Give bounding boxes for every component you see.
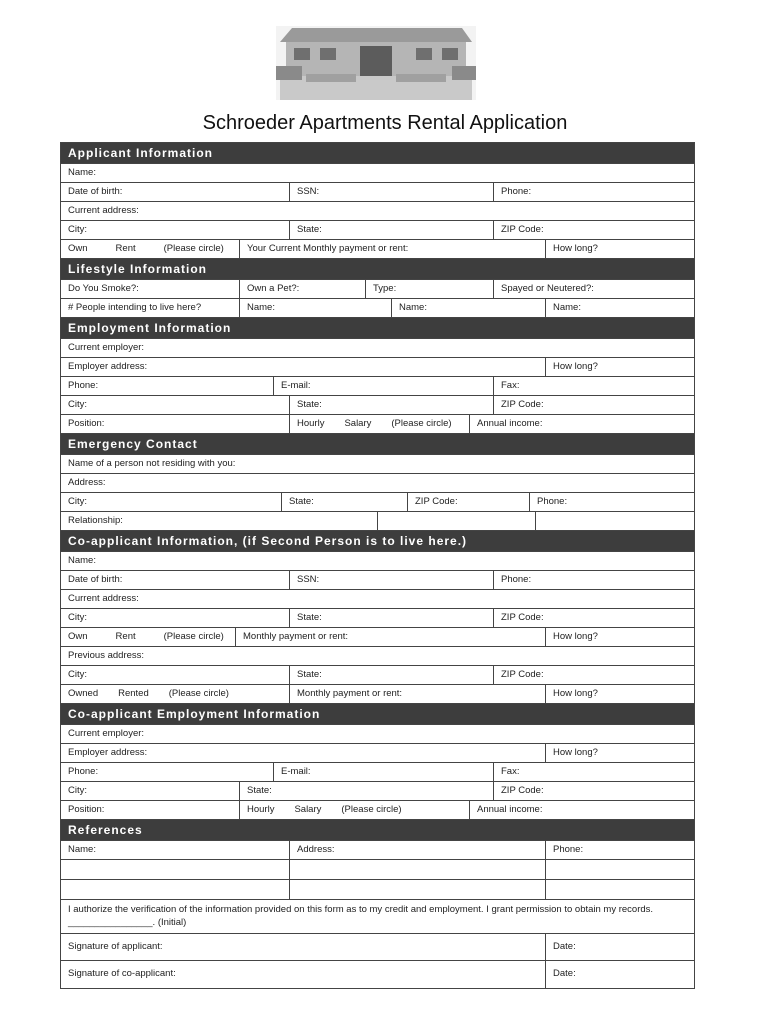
emergency-name-row [61, 455, 694, 474]
fax-label: Fax: [501, 766, 520, 777]
employer-address-label: Employer address: [68, 361, 148, 372]
emergency-address-field[interactable] [61, 474, 694, 492]
coapplicant-own-rent-field[interactable] [61, 628, 235, 646]
phone-label: Phone: [501, 574, 532, 585]
address-label: Address: [297, 844, 335, 855]
coapplicant-prev-address-field[interactable] [61, 647, 694, 665]
page-title: Schroeder Apartments Rental Application [202, 112, 568, 134]
relationship-extra-2[interactable] [535, 512, 694, 530]
applicant-signature-date-field[interactable] [545, 934, 694, 960]
coapplicant-dob-row [61, 571, 694, 590]
position-label: Position: [68, 418, 105, 429]
applicant-state-field[interactable] [289, 221, 493, 239]
city-label: City: [68, 399, 87, 410]
section-coapplicant: Co-applicant Information, (if Second Person is to live here.) [61, 531, 694, 552]
coapplicant-signature-field[interactable] [61, 961, 545, 988]
reference-row [61, 860, 694, 880]
name-label: Name: [399, 302, 427, 313]
smoke-field[interactable] [61, 280, 239, 298]
emergency-name-field[interactable] [61, 455, 694, 473]
coapplicant-ssn-field[interactable] [289, 571, 493, 589]
current-address-label: Current address: [68, 593, 139, 604]
occupant-name-1-field[interactable] [239, 299, 391, 317]
state-label: State: [297, 399, 322, 410]
applicant-housing-row [61, 240, 694, 259]
state-label: State: [297, 669, 322, 680]
applicant-address-row [61, 202, 694, 221]
date-label: Date: [553, 968, 576, 979]
section-emergency: Emergency Contact [61, 434, 694, 455]
reference-row [61, 880, 694, 900]
coapplicant-signature-date-field[interactable] [545, 961, 694, 988]
ssn-label: SSN: [297, 574, 320, 585]
co-employer-position-row [61, 801, 694, 820]
relationship-label: Relationship: [68, 515, 123, 526]
employer-state-field[interactable] [289, 396, 493, 414]
own-option[interactable]: Own [68, 631, 88, 642]
lifestyle-row-2 [61, 299, 694, 318]
how-long-label: How long? [553, 688, 598, 699]
employer-city-field[interactable] [61, 396, 289, 414]
coapplicant-prev-housing-row [61, 685, 694, 704]
applicant-payment-field[interactable] [239, 240, 545, 258]
ssn-label: SSN: [297, 186, 320, 197]
emergency-phone-field[interactable] [529, 493, 694, 511]
people-label: # People intending to live here? [68, 302, 202, 313]
co-employer-contact-row [61, 763, 694, 782]
own-option[interactable]: Own [68, 243, 88, 254]
coapplicant-prev-zip-field[interactable] [493, 666, 694, 684]
reference-1-name-field[interactable] [61, 860, 289, 879]
coapplicant-state-field[interactable] [289, 609, 493, 627]
annual-income-label: Annual income: [477, 418, 543, 429]
zip-label: ZIP Code: [501, 399, 544, 410]
reference-1-phone-field[interactable] [545, 860, 694, 879]
employer-fax-field[interactable] [493, 377, 694, 395]
emergency-relationship-row [61, 512, 694, 531]
employer-position-row [61, 415, 694, 434]
coapplicant-how-long-field[interactable] [545, 628, 694, 646]
section-employment: Employment Information [61, 318, 694, 339]
coapplicant-signature-row [61, 961, 694, 988]
pet-type-field[interactable] [365, 280, 493, 298]
emergency-city-row [61, 493, 694, 512]
coapplicant-prev-state-field[interactable] [289, 666, 493, 684]
zip-label: ZIP Code: [501, 669, 544, 680]
city-label: City: [68, 785, 87, 796]
co-employer-zip-field[interactable] [493, 782, 694, 800]
coapplicant-address-row [61, 590, 694, 609]
please-circle-label: (Please circle) [391, 418, 452, 429]
co-employer-email-field[interactable] [273, 763, 493, 781]
spayed-label: Spayed or Neutered?: [501, 283, 594, 294]
co-annual-income-field[interactable] [469, 801, 694, 819]
city-label: City: [68, 496, 87, 507]
emergency-city-field[interactable] [61, 493, 281, 511]
coapplicant-housing-row [61, 628, 694, 647]
name-label: Name: [553, 302, 581, 313]
section-coapplicant-employment: Co-applicant Employment Information [61, 704, 694, 725]
co-employer-address-field[interactable] [61, 744, 545, 762]
co-employer-row [61, 725, 694, 744]
name-label: Name: [68, 844, 96, 855]
applicant-city-field[interactable] [61, 221, 289, 239]
email-label: E-mail: [281, 380, 311, 391]
date-label: Date: [553, 941, 576, 952]
monthly-payment-label: Monthly payment or rent: [297, 688, 403, 699]
employer-address-field[interactable] [61, 358, 545, 376]
please-circle-label: (Please circle) [168, 688, 229, 699]
city-label: City: [68, 224, 87, 235]
people-count-field[interactable] [61, 299, 239, 317]
sig-coapplicant-label: Signature of co-applicant: [68, 968, 176, 979]
phone-label: Phone: [68, 380, 99, 391]
applicant-ssn-field[interactable] [289, 183, 493, 201]
pet-label: Own a Pet?: [247, 283, 300, 294]
co-employer-address-row [61, 744, 694, 763]
zip-label: ZIP Code: [501, 785, 544, 796]
current-address-label: Current address: [68, 205, 139, 216]
coapplicant-prev-address-row [61, 647, 694, 666]
phone-label: Phone: [501, 186, 532, 197]
coapplicant-dob-field[interactable] [61, 571, 289, 589]
authorization-row [61, 900, 694, 934]
coapplicant-prev-city-row [61, 666, 694, 685]
address-label: Address: [68, 477, 106, 488]
authorization-text[interactable]: I authorize the verification of the information provided on this form as to my credit and employment. I grant permission to obtain my records. ________________. (Initial) [68, 904, 654, 928]
state-label: State: [297, 224, 322, 235]
please-circle-label: (Please circle) [163, 243, 224, 254]
employer-zip-field[interactable] [493, 396, 694, 414]
coapplicant-prev-payment-field[interactable] [289, 685, 545, 703]
coapplicant-city-row [61, 609, 694, 628]
section-references: References [61, 820, 694, 841]
city-label: City: [68, 669, 87, 680]
pet-field[interactable] [239, 280, 365, 298]
coapplicant-name-row [61, 552, 694, 571]
applicant-signature-row [61, 934, 694, 961]
rented-option[interactable]: Rented [118, 688, 149, 699]
applicant-dob-field[interactable] [61, 183, 289, 201]
employer-address-row [61, 358, 694, 377]
not-residing-label: Name of a person not residing with you: [68, 458, 236, 469]
how-long-label: How long? [553, 631, 598, 642]
co-employer-city-field[interactable] [61, 782, 239, 800]
monthly-payment-label: Monthly payment or rent: [243, 631, 349, 642]
annual-income-field[interactable] [469, 415, 694, 433]
coapplicant-owned-rented-field[interactable] [61, 685, 289, 703]
relationship-extra-1[interactable] [377, 512, 535, 530]
employer-address-label: Employer address: [68, 747, 148, 758]
employment-how-long-field[interactable] [545, 358, 694, 376]
rent-option[interactable]: Rent [115, 243, 136, 254]
name-label: Name: [68, 167, 96, 178]
applicant-name-field[interactable] [61, 164, 694, 182]
co-current-employer-field[interactable] [61, 725, 694, 743]
dob-label: Date of birth: [68, 574, 123, 585]
co-employer-fax-field[interactable] [493, 763, 694, 781]
previous-address-label: Previous address: [68, 650, 145, 661]
please-circle-label: (Please circle) [163, 631, 224, 642]
phone-label: Phone: [537, 496, 568, 507]
type-label: Type: [373, 283, 397, 294]
position-field[interactable] [61, 415, 289, 433]
occupant-name-2-field[interactable] [391, 299, 545, 317]
fax-label: Fax: [501, 380, 520, 391]
applicant-name-row [61, 164, 694, 183]
coapplicant-prev-how-long-field[interactable] [545, 685, 694, 703]
zip-label: ZIP Code: [501, 224, 544, 235]
co-pay-type-field[interactable] [239, 801, 469, 819]
co-employer-city-row [61, 782, 694, 801]
name-label: Name: [247, 302, 275, 313]
reference-2-address-field[interactable] [289, 880, 545, 899]
emergency-address-row [61, 474, 694, 493]
how-long-label: How long? [553, 243, 598, 254]
reference-1-address-field[interactable] [289, 860, 545, 879]
salary-option[interactable]: Salary [344, 418, 372, 429]
section-lifestyle: Lifestyle Information [61, 259, 694, 280]
coapplicant-name-field[interactable] [61, 552, 694, 570]
your-current-payment-label: Your Current Monthly payment or rent: [247, 243, 409, 254]
pay-type-field[interactable] [289, 415, 469, 433]
reference-name-header [61, 841, 289, 859]
reference-2-name-field[interactable] [61, 880, 289, 899]
how-long-label: How long? [553, 747, 598, 758]
employer-contact-row [61, 377, 694, 396]
reference-phone-header [545, 841, 694, 859]
relationship-field[interactable] [61, 512, 377, 530]
employer-city-row [61, 396, 694, 415]
co-employment-how-long-field[interactable] [545, 744, 694, 762]
please-circle-label: (Please circle) [341, 804, 402, 815]
co-employer-state-field[interactable] [239, 782, 493, 800]
applicant-signature-field[interactable] [61, 934, 545, 960]
lifestyle-row-1 [61, 280, 694, 299]
annual-income-label: Annual income: [477, 804, 543, 815]
coapplicant-zip-field[interactable] [493, 609, 694, 627]
hourly-option[interactable]: Hourly [247, 804, 275, 815]
how-long-label: How long? [553, 361, 598, 372]
co-employer-phone-field[interactable] [61, 763, 273, 781]
emergency-state-field[interactable] [281, 493, 407, 511]
rental-application-form [60, 142, 695, 989]
zip-label: ZIP Code: [501, 612, 544, 623]
state-label: State: [289, 496, 314, 507]
current-employer-field[interactable] [61, 339, 694, 357]
employer-row [61, 339, 694, 358]
sig-applicant-label: Signature of applicant: [68, 941, 163, 952]
section-applicant: Applicant Information [61, 143, 694, 164]
reference-2-phone-field[interactable] [545, 880, 694, 899]
salary-option[interactable]: Salary [294, 804, 322, 815]
hourly-option[interactable]: Hourly [297, 418, 325, 429]
state-label: State: [247, 785, 272, 796]
rent-option[interactable]: Rent [115, 631, 136, 642]
emergency-zip-field[interactable] [407, 493, 529, 511]
reference-address-header [289, 841, 545, 859]
zip-label: ZIP Code: [415, 496, 458, 507]
applicant-own-rent-field[interactable] [61, 240, 239, 258]
coapplicant-payment-field[interactable] [235, 628, 545, 646]
spayed-field[interactable] [493, 280, 694, 298]
applicant-city-row [61, 221, 694, 240]
applicant-dob-row [61, 183, 694, 202]
coapplicant-address-field[interactable] [61, 590, 694, 608]
coapplicant-city-field[interactable] [61, 609, 289, 627]
position-label: Position: [68, 804, 105, 815]
co-position-field[interactable] [61, 801, 239, 819]
current-employer-label: Current employer: [68, 728, 145, 739]
state-label: State: [297, 612, 322, 623]
phone-label: Phone: [68, 766, 99, 777]
apartment-building-image [276, 26, 476, 100]
occupant-name-3-field[interactable] [545, 299, 694, 317]
employer-email-field[interactable] [273, 377, 493, 395]
references-header-row [61, 841, 694, 860]
coapplicant-prev-city-field[interactable] [61, 666, 289, 684]
phone-label: Phone: [553, 844, 584, 855]
applicant-address-field[interactable] [61, 202, 694, 220]
applicant-phone-field[interactable] [493, 183, 694, 201]
city-label: City: [68, 612, 87, 623]
current-employer-label: Current employer: [68, 342, 145, 353]
smoke-label: Do You Smoke?: [68, 283, 139, 294]
name-label: Name: [68, 555, 96, 566]
applicant-zip-field[interactable] [493, 221, 694, 239]
applicant-how-long-field[interactable] [545, 240, 694, 258]
owned-option[interactable]: Owned [68, 688, 99, 699]
dob-label: Date of birth: [68, 186, 123, 197]
employer-phone-field[interactable] [61, 377, 273, 395]
coapplicant-phone-field[interactable] [493, 571, 694, 589]
email-label: E-mail: [281, 766, 311, 777]
